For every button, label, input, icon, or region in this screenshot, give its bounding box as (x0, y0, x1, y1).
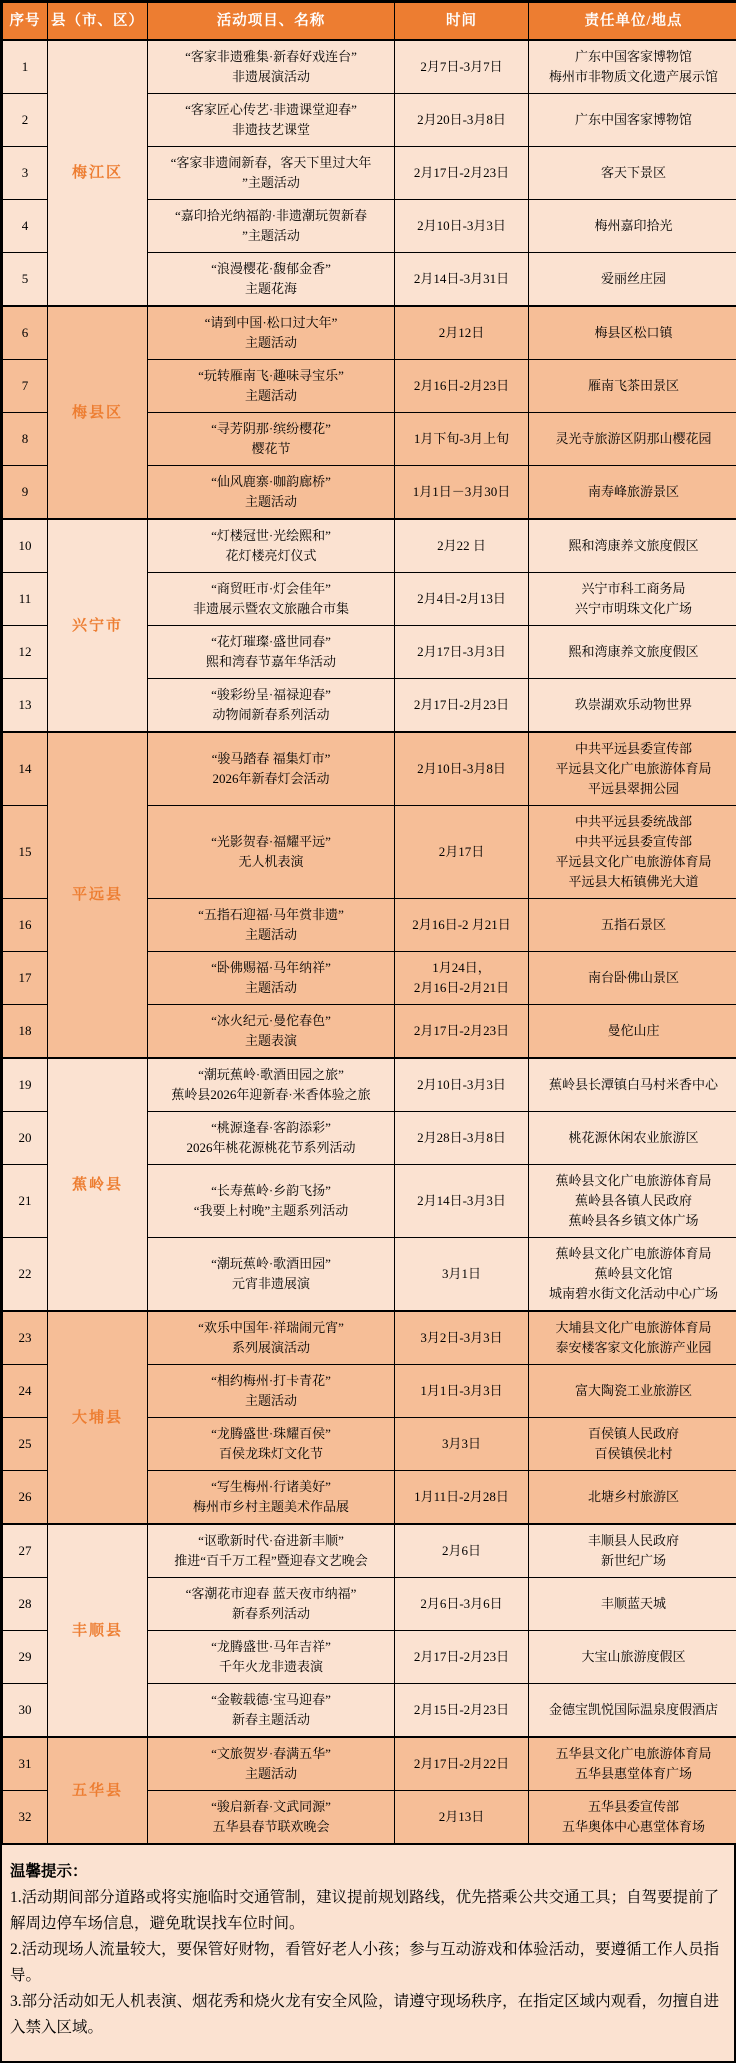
time-cell: 2月17日 (395, 806, 529, 899)
row-number-cell: 5 (3, 253, 48, 307)
row-number-cell: 1 (3, 40, 48, 94)
notice (2, 1844, 734, 2061)
activity-cell: “寻芳阴那·缤纷樱花” 樱花节 (148, 413, 395, 466)
row-number-cell: 17 (3, 952, 48, 1005)
activity-cell: “商贸旺市·灯会佳年” 非遗展示暨农文旅融合市集 (148, 573, 395, 626)
time-cell: 2月28日-3月8日 (395, 1112, 529, 1165)
location-cell: 大宝山旅游度假区 (529, 1631, 736, 1684)
time-cell: 2月14日-3月31日 (395, 253, 529, 307)
county-cell: 五华县 (48, 1737, 148, 1844)
row-number-cell: 23 (3, 1311, 48, 1365)
location-cell: 中共平远县委统战部 中共平远县委宣传部 平远县文化广电旅游体育局 平远县大柘镇佛光大道 (529, 806, 736, 899)
location-cell: 熙和湾康养文旅度假区 (529, 626, 736, 679)
table-row (3, 1311, 736, 1365)
location-cell: 曼佗山庄 (529, 1005, 736, 1059)
location-cell: 兴宁市科工商务局 兴宁市明珠文化广场 (529, 573, 736, 626)
row-number-cell: 28 (3, 1578, 48, 1631)
activity-cell: “玩转雁南飞·趣味寻宝乐” 主题活动 (148, 360, 395, 413)
row-number-cell: 25 (3, 1418, 48, 1471)
row-number-cell: 32 (3, 1791, 48, 1844)
table-row (3, 1058, 736, 1112)
row-number-cell: 11 (3, 573, 48, 626)
row-number-cell: 19 (3, 1058, 48, 1112)
activity-cell: “客家非遗雅集·新春好戏连台” 非遗展演活动 (148, 40, 395, 94)
location-cell: 丰顺县人民政府 新世纪广场 (529, 1524, 736, 1578)
row-number-cell: 24 (3, 1365, 48, 1418)
location-cell: 蕉岭县长潭镇白马村米香中心 (529, 1058, 736, 1112)
row-number-cell: 22 (3, 1238, 48, 1312)
activity-cell: “嘉印拾光纳福韵·非遗潮玩贺新春 ”主题活动 (148, 200, 395, 253)
location-cell: 五指石景区 (529, 899, 736, 952)
row-number-cell: 26 (3, 1471, 48, 1525)
activity-cell: “骏马踏春 福集灯市” 2026年新春灯会活动 (148, 732, 395, 806)
time-cell: 2月4日-2月13日 (395, 573, 529, 626)
header-time: 时间 (395, 3, 529, 41)
location-cell: 客天下景区 (529, 147, 736, 200)
location-cell: 广东中国客家博物馆 梅州市非物质文化遗产展示馆 (529, 40, 736, 94)
notice-title: 温馨提示： (10, 1859, 726, 1885)
time-cell: 2月6日 (395, 1524, 529, 1578)
location-cell: 北塘乡村旅游区 (529, 1471, 736, 1525)
activity-cell: “欢乐中国年·祥瑞闹元宵” 系列展演活动 (148, 1311, 395, 1365)
time-cell: 2月10日-3月3日 (395, 1058, 529, 1112)
activity-cell: “灯楼冠世·光绘熙和” 花灯楼亮灯仪式 (148, 519, 395, 573)
time-cell: 1月1日－3月30日 (395, 466, 529, 520)
location-cell: 灵光寺旅游区阴那山樱花园 (529, 413, 736, 466)
activity-cell: “请到中国·松口过大年” 主题活动 (148, 306, 395, 360)
location-cell: 五华县委宣传部 五华奥体中心惠堂体育场 (529, 1791, 736, 1844)
activity-cell: “光影贺春·福耀平远” 无人机表演 (148, 806, 395, 899)
row-number-cell: 12 (3, 626, 48, 679)
county-cell: 梅县区 (48, 306, 148, 519)
row-number-cell: 27 (3, 1524, 48, 1578)
time-cell: 1月24日， 2月16日-2月21日 (395, 952, 529, 1005)
time-cell: 2月15日-2月23日 (395, 1684, 529, 1738)
time-cell: 2月17日-2月22日 (395, 1737, 529, 1791)
notice-item: 2.活动现场人流量较大，要保管好财物，看管好老人小孩；参与互动游戏和体验活动，要遵循工作人员指导。 (10, 1937, 726, 1989)
activity-cell: “桃源逢春·客韵添彩” 2026年桃花源桃花节系列活动 (148, 1112, 395, 1165)
time-cell: 2月17日-3月3日 (395, 626, 529, 679)
activity-cell: “客潮花市迎春 蓝天夜市纳福” 新春系列活动 (148, 1578, 395, 1631)
location-cell: 熙和湾康养文旅度假区 (529, 519, 736, 573)
activity-cell: “文旅贺岁·春满五华” 主题活动 (148, 1737, 395, 1791)
time-cell: 2月10日-3月3日 (395, 200, 529, 253)
row-number-cell: 21 (3, 1165, 48, 1238)
time-cell: 1月11日-2月28日 (395, 1471, 529, 1525)
time-cell: 2月7日-3月7日 (395, 40, 529, 94)
time-cell: 2月10日-3月8日 (395, 732, 529, 806)
location-cell: 桃花源休闲农业旅游区 (529, 1112, 736, 1165)
location-cell: 雁南飞茶田景区 (529, 360, 736, 413)
notice-items (10, 1885, 726, 2041)
activity-cell: “潮玩蕉岭·歌酒田园” 元宵非遗展演 (148, 1238, 395, 1312)
time-cell: 2月17日-2月23日 (395, 1631, 529, 1684)
time-cell: 1月1日-3月3日 (395, 1365, 529, 1418)
activity-cell: “龙腾盛世·马年吉祥” 千年火龙非遗表演 (148, 1631, 395, 1684)
location-cell: 玖崇湖欢乐动物世界 (529, 679, 736, 733)
time-cell: 2月6日-3月6日 (395, 1578, 529, 1631)
location-cell: 丰顺蓝天城 (529, 1578, 736, 1631)
row-number-cell: 16 (3, 899, 48, 952)
activity-cell: “骏启新春·文武同源” 五华县春节联欢晚会 (148, 1791, 395, 1844)
location-cell: 富大陶瓷工业旅游区 (529, 1365, 736, 1418)
location-cell: 蕉岭县文化广电旅游体育局 蕉岭县各镇人民政府 蕉岭县各乡镇文体广场 (529, 1165, 736, 1238)
time-cell: 2月22 日 (395, 519, 529, 573)
time-cell: 2月17日-2月23日 (395, 1005, 529, 1059)
time-cell: 1月下旬-3月上旬 (395, 413, 529, 466)
time-cell: 3月1日 (395, 1238, 529, 1312)
time-cell: 2月16日-2 月21日 (395, 899, 529, 952)
county-cell: 丰顺县 (48, 1524, 148, 1737)
row-number-cell: 20 (3, 1112, 48, 1165)
row-number-cell: 31 (3, 1737, 48, 1791)
county-cell: 蕉岭县 (48, 1058, 148, 1311)
table-header-row (3, 3, 736, 41)
table-row (3, 40, 736, 94)
location-cell: 大埔县文化广电旅游体育局 泰安楼客家文化旅游产业园 (529, 1311, 736, 1365)
row-number-cell: 4 (3, 200, 48, 253)
activity-cell: “客家匠心传艺·非遗课堂迎春” 非遗技艺课堂 (148, 94, 395, 147)
activity-cell: “仙风鹿寨·咖韵廊桥” 主题活动 (148, 466, 395, 520)
activity-cell: “五指石迎福·马年赏非遗” 主题活动 (148, 899, 395, 952)
table-row (3, 732, 736, 806)
row-number-cell: 18 (3, 1005, 48, 1059)
activity-cell: “讴歌新时代·奋进新丰顺” 推进“百千万工程”暨迎春文艺晚会 (148, 1524, 395, 1578)
notice-item: 3.部分活动如无人机表演、烟花秀和烧火龙有安全风险，请遵守现场秩序，在指定区域内观看，勿擅自进入禁入区域。 (10, 1989, 726, 2041)
activity-cell: “骏彩纷呈·福禄迎春” 动物闹新春系列活动 (148, 679, 395, 733)
time-cell: 2月16日-2月23日 (395, 360, 529, 413)
header-no: 序号 (3, 3, 48, 41)
header-activity: 活动项目、名称 (148, 3, 395, 41)
location-cell: 蕉岭县文化广电旅游体育局 蕉岭县文化馆 城南碧水街文化活动中心广场 (529, 1238, 736, 1312)
location-cell: 广东中国客家博物馆 (529, 94, 736, 147)
location-cell: 百侯镇人民政府 百侯镇侯北村 (529, 1418, 736, 1471)
location-cell: 梅县区松口镇 (529, 306, 736, 360)
location-cell: 梅州嘉印拾光 (529, 200, 736, 253)
row-number-cell: 30 (3, 1684, 48, 1738)
row-number-cell: 2 (3, 94, 48, 147)
header-county: 县（市、区） (48, 3, 148, 41)
table-body (3, 40, 736, 1844)
county-cell: 梅江区 (48, 40, 148, 306)
location-cell: 爱丽丝庄园 (529, 253, 736, 307)
activity-cell: “花灯璀璨·盛世同春” 熙和湾春节嘉年华活动 (148, 626, 395, 679)
location-cell: 中共平远县委宣传部 平远县文化广电旅游体育局 平远县翠拥公园 (529, 732, 736, 806)
county-cell: 平远县 (48, 732, 148, 1058)
location-cell: 金德宝凯悦国际温泉度假酒店 (529, 1684, 736, 1738)
table-row (3, 1737, 736, 1791)
row-number-cell: 7 (3, 360, 48, 413)
row-number-cell: 3 (3, 147, 48, 200)
activity-cell: “潮玩蕉岭·歌酒田园之旅” 蕉岭县2026年迎新春·米香体验之旅 (148, 1058, 395, 1112)
time-cell: 2月17日-2月23日 (395, 679, 529, 733)
time-cell: 2月20日-3月8日 (395, 94, 529, 147)
time-cell: 2月14日-3月3日 (395, 1165, 529, 1238)
notice-item: 1.活动期间部分道路或将实施临时交通管制，建议提前规划路线，优先搭乘公共交通工具；自驾要提前了解周边停车场信息，避免耽误找车位时间。 (10, 1885, 726, 1937)
activity-cell: “龙腾盛世·珠耀百侯” 百侯龙珠灯文化节 (148, 1418, 395, 1471)
row-number-cell: 9 (3, 466, 48, 520)
activity-cell: “冰火纪元·曼佗春色” 主题表演 (148, 1005, 395, 1059)
table-row (3, 519, 736, 573)
activity-cell: “金鞍载德·宝马迎春” 新春主题活动 (148, 1684, 395, 1738)
row-number-cell: 15 (3, 806, 48, 899)
activity-cell: “客家非遗闹新春，客天下里过大年 ”主题活动 (148, 147, 395, 200)
time-cell: 2月13日 (395, 1791, 529, 1844)
time-cell: 2月17日-2月23日 (395, 147, 529, 200)
activity-cell: “浪漫樱花·馥郁金香” 主题花海 (148, 253, 395, 307)
time-cell: 3月3日 (395, 1418, 529, 1471)
activity-cell: “长寿蕉岭·乡韵飞扬” “我要上村晚”主题系列活动 (148, 1165, 395, 1238)
table-row (3, 306, 736, 360)
activity-cell: “卧佛赐福·马年纳祥” 主题活动 (148, 952, 395, 1005)
location-cell: 南台卧佛山景区 (529, 952, 736, 1005)
row-number-cell: 8 (3, 413, 48, 466)
activity-cell: “相约梅州·打卡青花” 主题活动 (148, 1365, 395, 1418)
header-location: 责任单位/地点 (529, 3, 736, 41)
table-row (3, 1524, 736, 1578)
county-cell: 大埔县 (48, 1311, 148, 1524)
row-number-cell: 10 (3, 519, 48, 573)
row-number-cell: 14 (3, 732, 48, 806)
county-cell: 兴宁市 (48, 519, 148, 732)
time-cell: 3月2日-3月3日 (395, 1311, 529, 1365)
row-number-cell: 13 (3, 679, 48, 733)
activity-cell: “写生梅州·行诸美好” 梅州市乡村主题美术作品展 (148, 1471, 395, 1525)
row-number-cell: 6 (3, 306, 48, 360)
row-number-cell: 29 (3, 1631, 48, 1684)
time-cell: 2月12日 (395, 306, 529, 360)
location-cell: 南寿峰旅游景区 (529, 466, 736, 520)
location-cell: 五华县文化广电旅游体育局 五华县惠堂体育广场 (529, 1737, 736, 1791)
activity-table (2, 2, 736, 1844)
